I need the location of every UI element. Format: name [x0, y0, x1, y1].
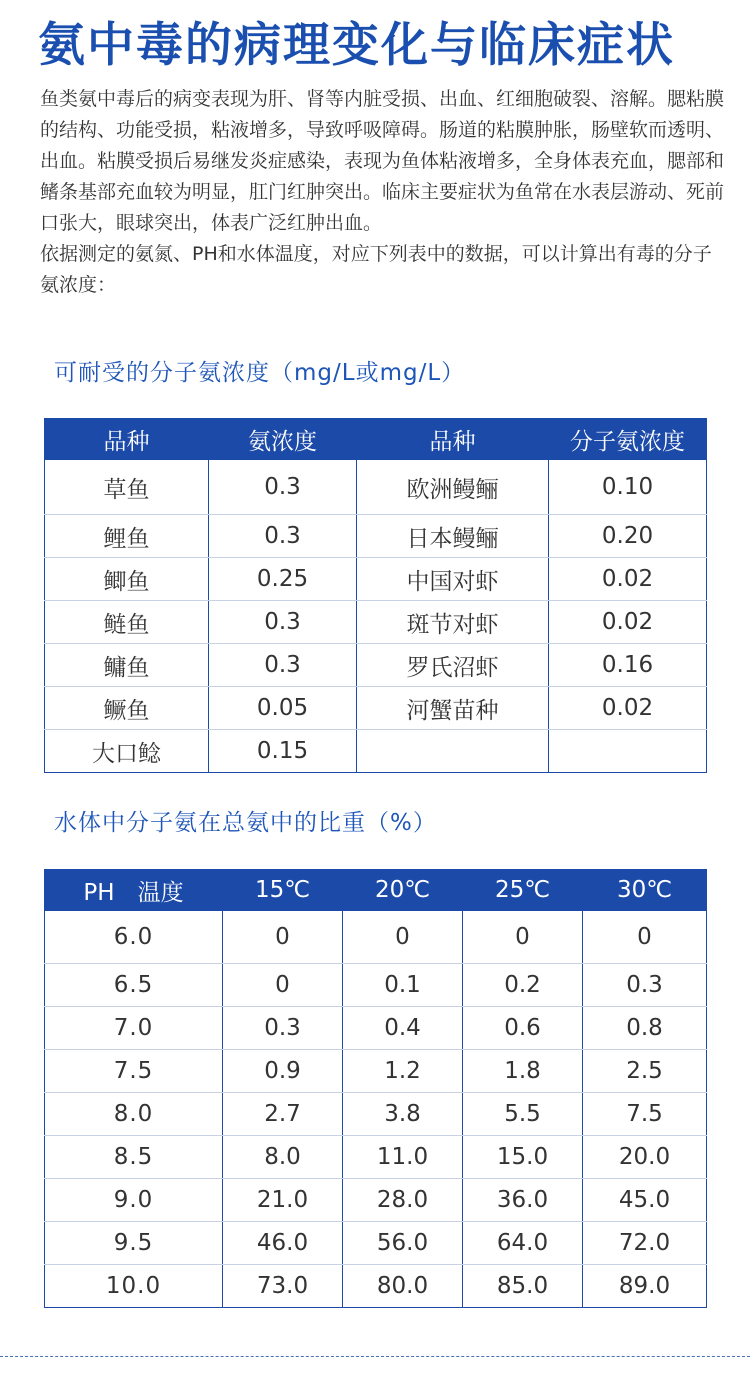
table-cell: 0.2: [463, 964, 583, 1007]
header-species-2: 品种: [357, 419, 549, 460]
table-row: [45, 1222, 707, 1265]
intro-paragraph-symptoms: 鱼类氨中毒后的病变表现为肝、肾等内脏受损、出血、红细胞破裂、溶解。腮粘膜的结构、功能受损，粘液增多，导致呼吸障碍。肠道的粘膜肿胀，肠壁软而透明、出血。粘膜受损后易继发炎症感染，表现为鱼体粘液增多，全身体表充血，腮部和鳍条基部充血较为明显，肛门红肿突出。临床主要症状为鱼常在水表层游动、死前口张大，眼球突出，体表广泛红肿出血。: [40, 88, 725, 234]
table-cell: 1.8: [463, 1050, 583, 1093]
table-cell: 0.20: [549, 515, 707, 558]
table1-heading: 可耐受的分子氨浓度（mg/L或mg/L）: [54, 360, 466, 386]
table-row: [45, 1179, 707, 1222]
table-header-row: [45, 870, 707, 911]
ph-cell: 7.0: [45, 1007, 223, 1050]
table-cell: 5.5: [463, 1093, 583, 1136]
ph-cell: 10.0: [45, 1265, 223, 1308]
table-cell: 36.0: [463, 1179, 583, 1222]
table-cell: [549, 730, 707, 773]
table-row: [45, 1093, 707, 1136]
table-cell: 0.3: [583, 964, 707, 1007]
table-cell: 85.0: [463, 1265, 583, 1308]
table-cell: 80.0: [343, 1265, 463, 1308]
ph-cell: 8.5: [45, 1136, 223, 1179]
table-cell: 0: [583, 911, 707, 964]
table-row: [45, 1050, 707, 1093]
table-cell: 0.1: [343, 964, 463, 1007]
table2-heading: 水体中分子氨在总氨中的比重（%）: [54, 810, 437, 836]
table-cell: 72.0: [583, 1222, 707, 1265]
header-temp-20: 20℃: [343, 870, 463, 911]
table-cell: 21.0: [223, 1179, 343, 1222]
table-row: [45, 964, 707, 1007]
ph-cell: 6.0: [45, 911, 223, 964]
table-cell: 大口鲶: [45, 730, 209, 773]
table-cell: 20.0: [583, 1136, 707, 1179]
table-row: [45, 1136, 707, 1179]
table-cell: 0: [463, 911, 583, 964]
table-cell: 0.8: [583, 1007, 707, 1050]
table-cell: 64.0: [463, 1222, 583, 1265]
header-temp-15: 15℃: [223, 870, 343, 911]
table-cell: 0: [223, 964, 343, 1007]
table-cell: 鲤鱼: [45, 515, 209, 558]
table-header-row: [45, 419, 707, 460]
table-row: [45, 1007, 707, 1050]
table-cell: [357, 730, 549, 773]
table-cell: 89.0: [583, 1265, 707, 1308]
table-row: [45, 515, 707, 558]
table-cell: 0.3: [209, 644, 357, 687]
table-cell: 45.0: [583, 1179, 707, 1222]
intro-paragraph-method: 依据测定的氨氮、PH和水体温度，对应下列表中的数据，可以计算出有毒的分子氨浓度：: [40, 243, 712, 296]
table-cell: 斑节对虾: [357, 601, 549, 644]
table-cell: 0.4: [343, 1007, 463, 1050]
table-row: [45, 558, 707, 601]
table-cell: 鳜鱼: [45, 687, 209, 730]
table-cell: 73.0: [223, 1265, 343, 1308]
table-cell: 0.05: [209, 687, 357, 730]
header-species-1: 品种: [45, 419, 209, 460]
table-cell: 0.02: [549, 687, 707, 730]
table-cell: 0: [343, 911, 463, 964]
ph-cell: 9.0: [45, 1179, 223, 1222]
page-title: 氨中毒的病理变化与临床症状: [38, 18, 675, 73]
table-cell: 0.25: [209, 558, 357, 601]
table-row: [45, 460, 707, 515]
table-cell: 0.3: [209, 601, 357, 644]
table-cell: 0.6: [463, 1007, 583, 1050]
table-cell: 日本鳗鲡: [357, 515, 549, 558]
ph-cell: 6.5: [45, 964, 223, 1007]
table-cell: 中国对虾: [357, 558, 549, 601]
table-cell: 11.0: [343, 1136, 463, 1179]
table-cell: 欧洲鳗鲡: [357, 460, 549, 515]
table-cell: 0: [223, 911, 343, 964]
intro-text: [40, 84, 730, 301]
table-cell: 3.8: [343, 1093, 463, 1136]
table-cell: 56.0: [343, 1222, 463, 1265]
table-cell: 2.7: [223, 1093, 343, 1136]
table-cell: 0.02: [549, 558, 707, 601]
header-molecular-ammonia-concentration: 分子氨浓度: [549, 419, 707, 460]
table-cell: 鲢鱼: [45, 601, 209, 644]
table-row: [45, 1265, 707, 1308]
ph-cell: 9.5: [45, 1222, 223, 1265]
table-row: [45, 601, 707, 644]
table-cell: 0.3: [209, 460, 357, 515]
table-cell: 1.2: [343, 1050, 463, 1093]
header-ammonia-concentration: 氨浓度: [209, 419, 357, 460]
table-cell: 46.0: [223, 1222, 343, 1265]
table-cell: 28.0: [343, 1179, 463, 1222]
header-temp-30: 30℃: [583, 870, 707, 911]
table-cell: 15.0: [463, 1136, 583, 1179]
table-cell: 0.16: [549, 644, 707, 687]
table-row: [45, 687, 707, 730]
table-cell: 罗氏沼虾: [357, 644, 549, 687]
table-row: [45, 911, 707, 964]
table-cell: 草鱼: [45, 460, 209, 515]
table-cell: 2.5: [583, 1050, 707, 1093]
table-row: [45, 730, 707, 773]
table-row: [45, 644, 707, 687]
table-cell: 0.15: [209, 730, 357, 773]
tolerable-ammonia-table: [44, 418, 707, 773]
table-cell: 8.0: [223, 1136, 343, 1179]
ph-cell: 8.0: [45, 1093, 223, 1136]
table-cell: 河蟹苗种: [357, 687, 549, 730]
dashed-divider: [0, 1356, 750, 1357]
ph-cell: 7.5: [45, 1050, 223, 1093]
table-cell: 0.02: [549, 601, 707, 644]
header-temp-25: 25℃: [463, 870, 583, 911]
header-ph-temperature: PH 温度: [45, 870, 223, 911]
table-cell: 鳙鱼: [45, 644, 209, 687]
table-cell: 7.5: [583, 1093, 707, 1136]
table-cell: 0.3: [223, 1007, 343, 1050]
ammonia-ratio-table: [44, 869, 707, 1308]
table-cell: 鲫鱼: [45, 558, 209, 601]
table-cell: 0.9: [223, 1050, 343, 1093]
table-cell: 0.10: [549, 460, 707, 515]
table-cell: 0.3: [209, 515, 357, 558]
